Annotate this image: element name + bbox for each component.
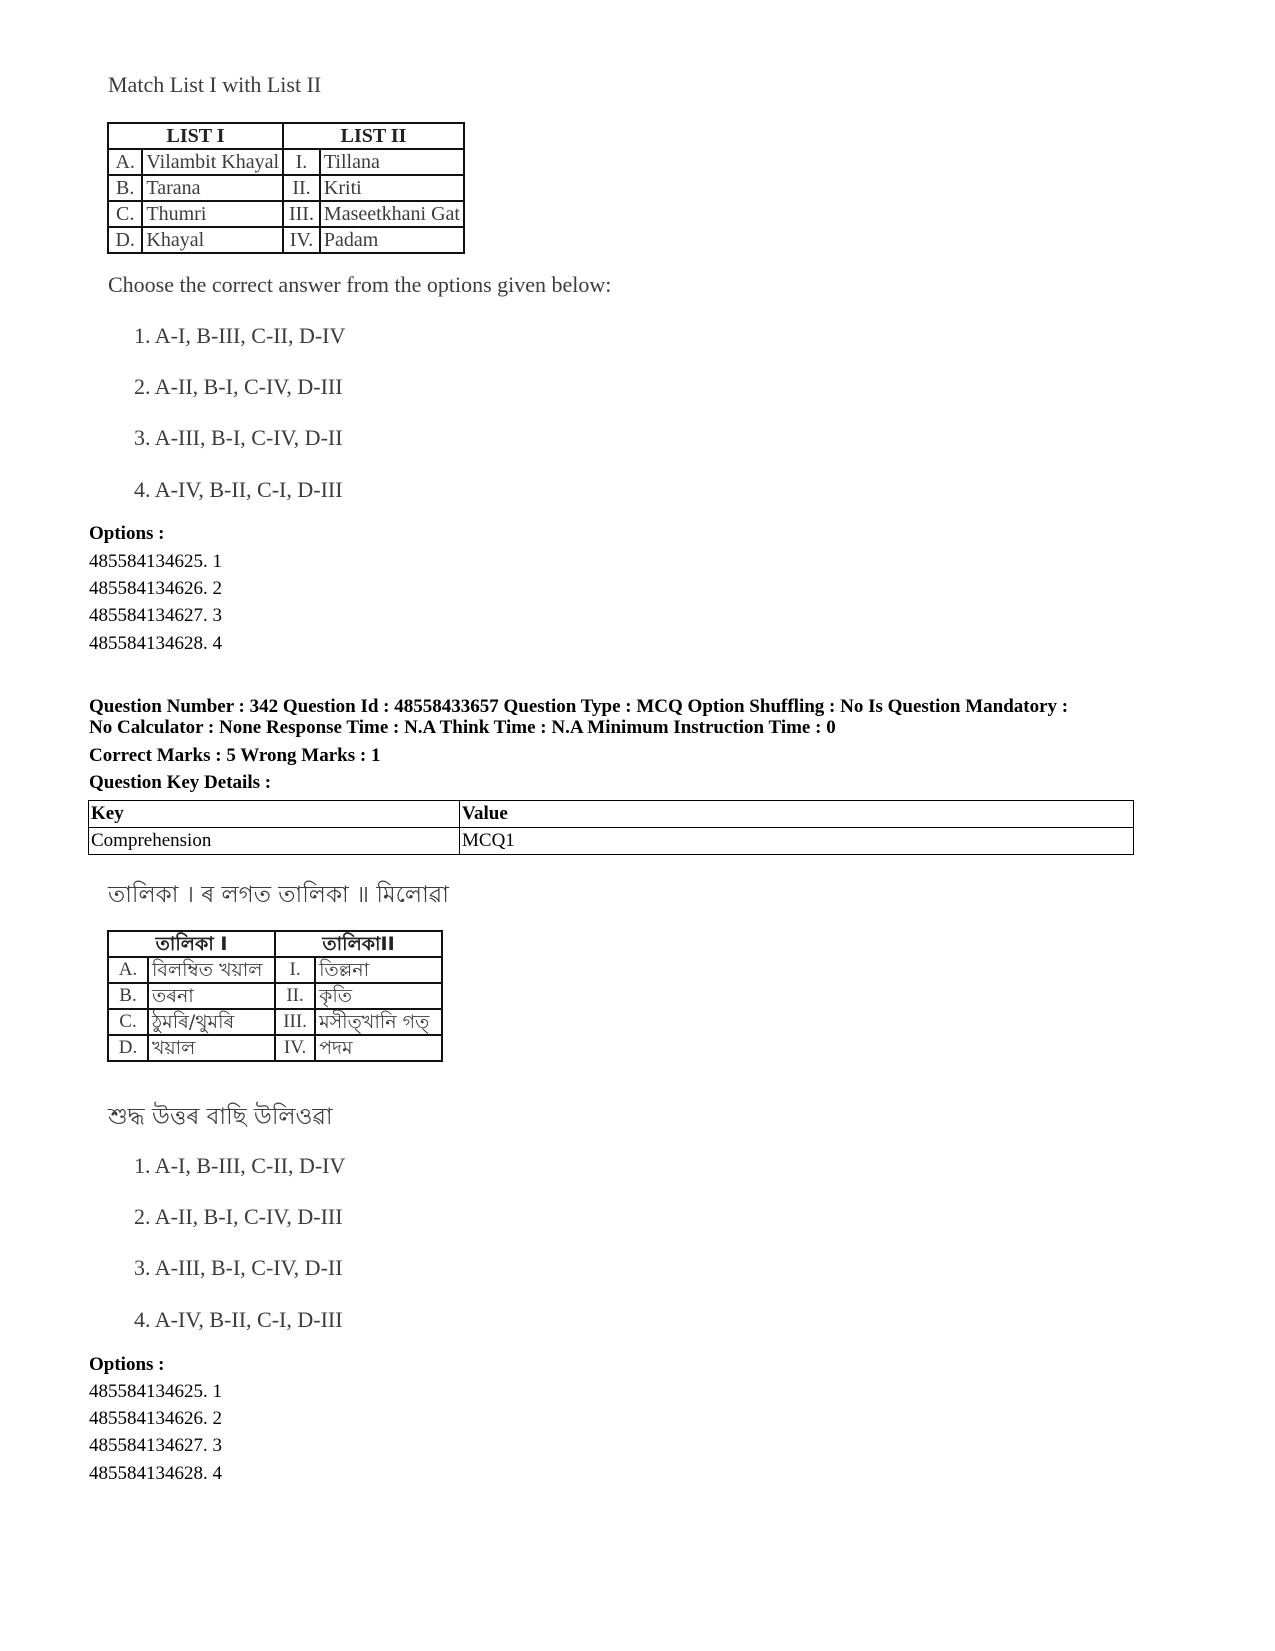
row-label: III. [275, 1009, 315, 1035]
table-row [89, 828, 1134, 855]
marks-line: Correct Marks : 5 Wrong Marks : 1 [89, 745, 381, 766]
list-1-item: খয়াল [148, 1035, 275, 1061]
row-label: B. [108, 175, 142, 201]
list-1-item: বিলম্বিত খয়াল [148, 957, 275, 983]
question-instruction: শুদ্ধ উত্তৰ বাছি উলিওৱা [108, 1104, 333, 1130]
choice-1: 1. A-I, B-III, C-II, D-IV [134, 1153, 346, 1178]
match-table-header [108, 123, 464, 149]
question-meta-line-1: Question Number : 342 Question Id : 48558433657 Question Type : MCQ Option Shuffling : No Is Question Mandatory : [89, 696, 1069, 717]
row-label: I. [275, 957, 315, 983]
list-2-item: Kriti [320, 175, 464, 201]
option-item: 485584134628. 4 [89, 1463, 222, 1484]
list-1-item: Thumri [142, 201, 283, 227]
list-1-header: LIST I [108, 123, 283, 149]
table-row [108, 175, 464, 201]
table-row [89, 801, 1134, 828]
row-label: II. [283, 175, 320, 201]
key-details-label: Question Key Details : [89, 772, 272, 793]
list-2-item: কৃতি [315, 983, 442, 1009]
list-1-item: তৰনা [148, 983, 275, 1009]
options-label: Options : [89, 1354, 165, 1375]
choice-1: 1. A-I, B-III, C-II, D-IV [134, 323, 346, 348]
row-label: B. [108, 983, 148, 1009]
question-heading: তালিকা । ৰ লগত তালিকা ॥ মিলোৱা [108, 882, 449, 908]
table-row [108, 201, 464, 227]
key-value-table [88, 800, 1134, 855]
options-label: Options : [89, 523, 165, 544]
option-item: 485584134625. 1 [89, 551, 222, 572]
match-table [107, 122, 465, 254]
row-label: C. [108, 1009, 148, 1035]
list-2-item: তিল্লনা [315, 957, 442, 983]
list-2-item: পদম [315, 1035, 442, 1061]
list-1-header: তালিকা I [108, 931, 275, 957]
table-row [108, 227, 464, 253]
question-meta-line-2: No Calculator : None Response Time : N.A Think Time : N.A Minimum Instruction Time : 0 [89, 717, 836, 738]
option-item: 485584134626. 2 [89, 1408, 222, 1429]
list-1-item: Khayal [142, 227, 283, 253]
option-item: 485584134627. 3 [89, 605, 222, 626]
row-label: II. [275, 983, 315, 1009]
list-2-item: Padam [320, 227, 464, 253]
list-2-item: Tillana [320, 149, 464, 175]
key-cell: Comprehension [89, 828, 460, 855]
list-2-item: Maseetkhani Gat [320, 201, 464, 227]
value-header: Value [460, 801, 1134, 828]
choice-2: 2. A-II, B-I, C-IV, D-III [134, 1204, 343, 1229]
row-label: IV. [283, 227, 320, 253]
question-image-english [0, 0, 700, 520]
row-label: D. [108, 227, 142, 253]
table-row [108, 1009, 442, 1035]
table-row [108, 149, 464, 175]
list-1-item: Tarana [142, 175, 283, 201]
question-instruction: Choose the correct answer from the options given below: [108, 272, 612, 297]
row-label: D. [108, 1035, 148, 1061]
list-2-header: তালিকাII [275, 931, 442, 957]
choice-2: 2. A-II, B-I, C-IV, D-III [134, 374, 343, 399]
list-2-item: মসীত্‌খানি গত্‌ [315, 1009, 442, 1035]
choice-3: 3. A-III, B-I, C-IV, D-II [134, 425, 343, 450]
match-table-header [108, 931, 442, 957]
value-cell: MCQ1 [460, 828, 1134, 855]
row-label: A. [108, 957, 148, 983]
list-1-item: Vilambit Khayal [142, 149, 283, 175]
choice-3: 3. A-III, B-I, C-IV, D-II [134, 1255, 343, 1280]
row-label: III. [283, 201, 320, 227]
row-label: A. [108, 149, 142, 175]
row-label: IV. [275, 1035, 315, 1061]
row-label: I. [283, 149, 320, 175]
option-item: 485584134625. 1 [89, 1381, 222, 1402]
question-image-assamese [0, 860, 700, 1360]
option-item: 485584134628. 4 [89, 633, 222, 654]
row-label: C. [108, 201, 142, 227]
key-header: Key [89, 801, 460, 828]
option-item: 485584134627. 3 [89, 1435, 222, 1456]
question-heading: Match List I with List II [108, 72, 322, 97]
table-row [108, 1035, 442, 1061]
list-1-item: ঠুমৰি/থুমৰি [148, 1009, 275, 1035]
option-item: 485584134626. 2 [89, 578, 222, 599]
table-row [108, 957, 442, 983]
table-row [108, 983, 442, 1009]
choice-4: 4. A-IV, B-II, C-I, D-III [134, 477, 343, 502]
match-table [107, 930, 443, 1062]
list-2-header: LIST II [283, 123, 464, 149]
choice-4: 4. A-IV, B-II, C-I, D-III [134, 1307, 343, 1332]
